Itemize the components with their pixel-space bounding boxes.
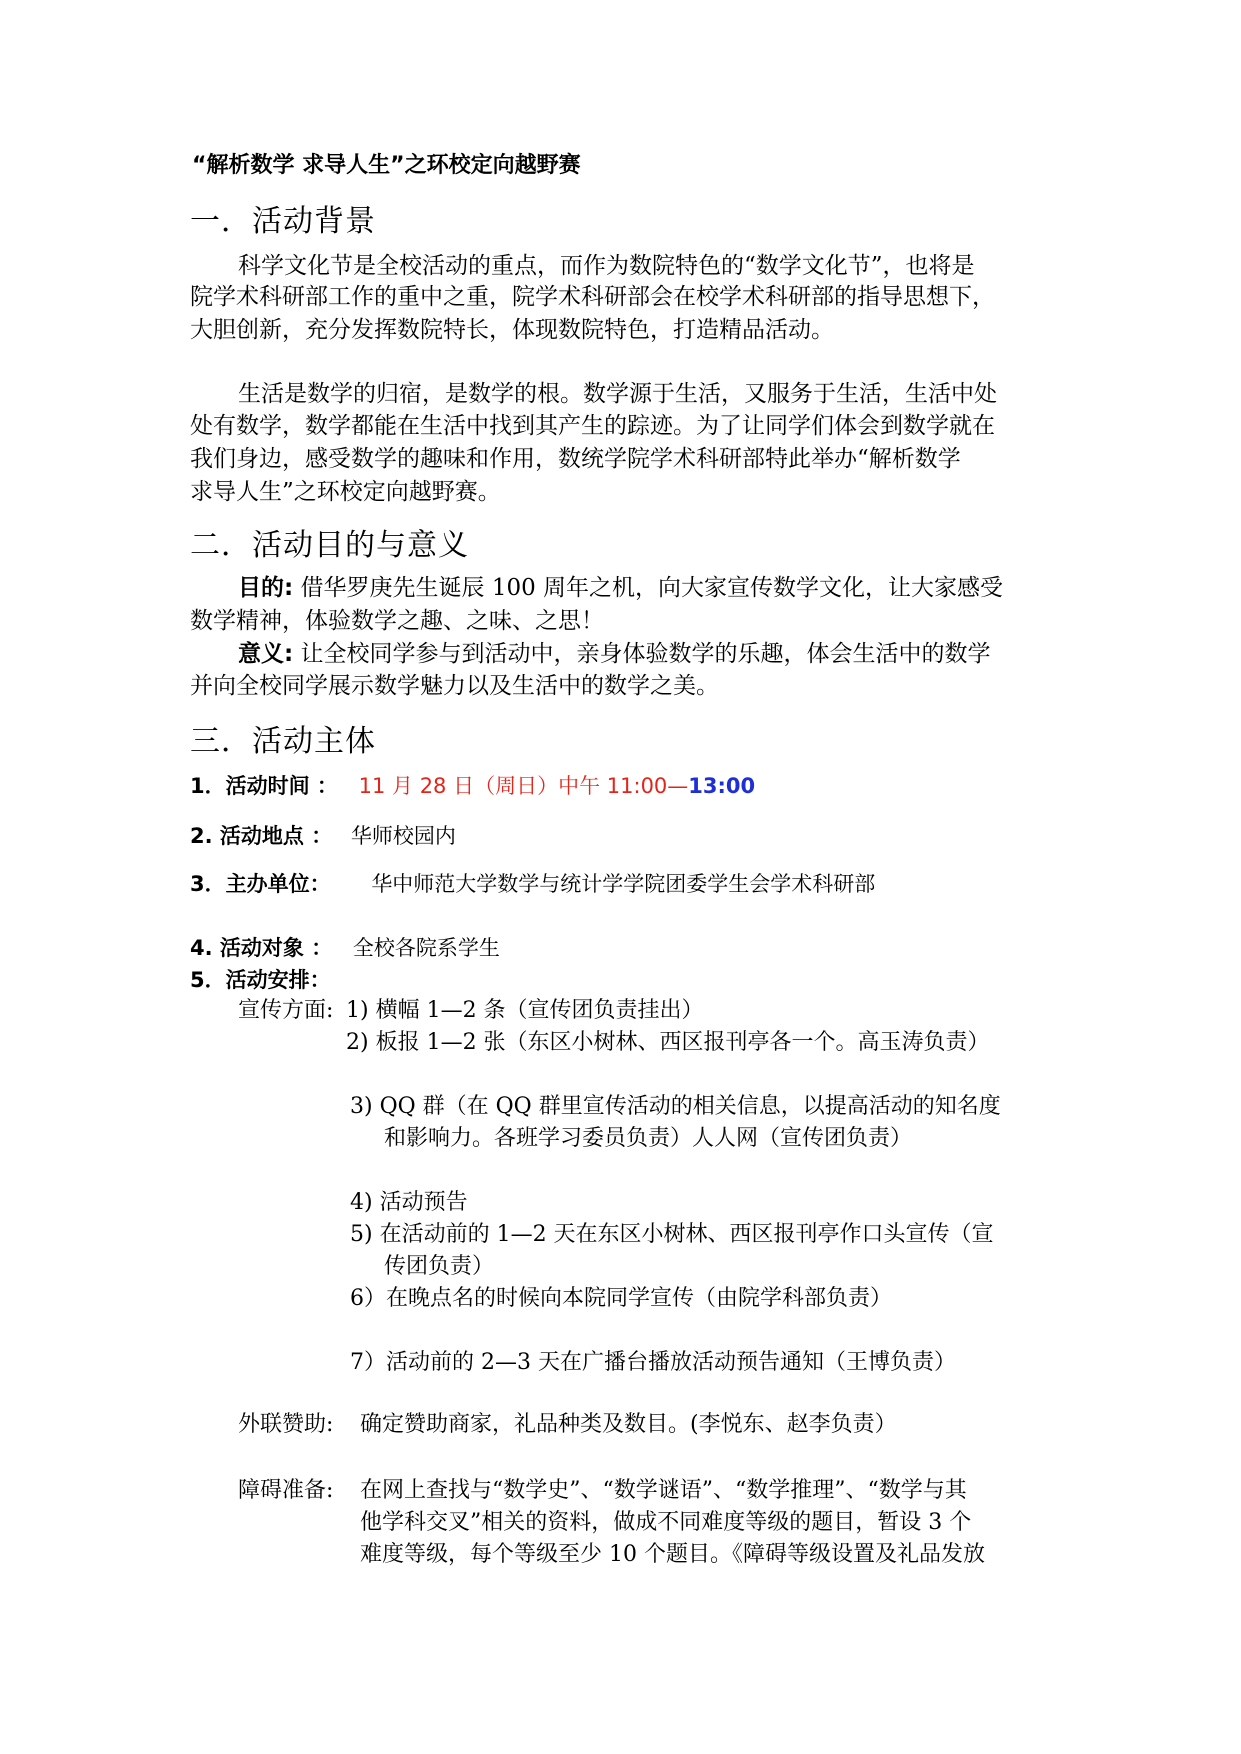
publicity-label: 宣传方面: — [238, 998, 334, 1023]
background-p2-line2: 处有数学，数学都能在生活中找到其产生的踪迹。为了让同学们体会到数学就在 — [190, 413, 995, 439]
obstacle-line-1: 在网上查找与“数学史”、“数学谜语”、“数学推理”、“数学与其 — [360, 1478, 967, 1503]
section-heading-background: 一．活动背景 — [190, 204, 376, 239]
meaning-text: 让全校同学参与到活动中，亲身体验数学的乐趣，体会生活中的数学 — [300, 641, 991, 667]
place-row — [190, 820, 456, 850]
place-value: 华师校园内 — [350, 824, 456, 848]
target-row — [190, 932, 500, 962]
background-p1-line2: 院学术科研部工作的重中之重，院学术科研部会在校学术科研部的指导思想下， — [190, 284, 995, 310]
time-label: 1．活动时间 ： — [190, 774, 338, 798]
target-value: 全校各院系学生 — [352, 936, 500, 960]
document-title: “解析数学 求导人生”之环校定向越野赛 — [192, 153, 581, 178]
purpose-goal-line1 — [238, 572, 1003, 605]
section-heading-purpose: 二．活动目的与意义 — [190, 528, 469, 563]
host-label: 3．主办单位： — [190, 872, 331, 896]
publicity-item-5: 5) 在活动前的 1—2 天在东区小树林、西区报刊亭作口头宣传（宣 — [350, 1222, 994, 1247]
publicity-item-1: 1) 横幅 1—2 条（宣传团负责挂出） — [346, 998, 704, 1023]
publicity-item-3: 3) QQ 群（在 QQ 群里宣传活动的相关信息，以提高活动的知名度 — [350, 1094, 1001, 1119]
publicity-item-5-cont: 传团负责） — [384, 1254, 495, 1279]
sponsor-text: 确定赞助商家，礼品种类及数目。(李悦东、赵李负责） — [360, 1412, 897, 1437]
publicity-item-7: 7）活动前的 2—3 天在广播台播放活动预告通知（王博负责） — [350, 1350, 956, 1375]
obstacle-line-2: 他学科交叉”相关的资料，做成不同难度等级的题目，暂设 3 个 — [360, 1510, 972, 1535]
time-row — [190, 770, 755, 800]
purpose-meaning-line2: 并向全校同学展示数学魅力以及生活中的数学之美。 — [190, 673, 719, 699]
target-label: 4. 活动对象 ： — [190, 936, 333, 960]
meaning-label: 意义: — [238, 641, 294, 667]
section-heading-main: 三．活动主体 — [190, 724, 376, 759]
purpose-goal-line2: 数学精神，体验数学之趣、之味、之思！ — [190, 608, 604, 634]
publicity-item-3-cont: 和影响力。各班学习委员负责）人人网（宣传团负责） — [384, 1126, 913, 1151]
arrange-label: 5．活动安排： — [190, 968, 331, 992]
goal-label: 目的: — [238, 575, 294, 601]
place-label: 2. 活动地点 ： — [190, 824, 333, 848]
background-p1-line3: 大胆创新，充分发挥数院特长，体现数院特色，打造精品活动。 — [190, 317, 834, 343]
background-p2-line1: 生活是数学的归宿，是数学的根。数学源于生活，又服务于生活，生活中处 — [238, 381, 997, 407]
time-end: 13:00 — [688, 774, 756, 798]
host-value: 华中师范大学数学与统计学学院团委学生会学术科研部 — [371, 872, 876, 896]
goal-text: 借华罗庚先生诞辰 100 周年之机，向大家宣传数学文化，让大家感受 — [300, 575, 1004, 601]
sponsor-label: 外联赞助: — [238, 1412, 334, 1437]
time-value: 11 月 28 日（周日）中午 11:00— — [358, 774, 689, 798]
publicity-item-2: 2) 板报 1—2 张（东区小树林、西区报刊亭各一个。高玉涛负责） — [346, 1030, 990, 1055]
obstacle-line-3: 难度等级，每个等级至少 10 个题目。《障碍等级设置及礼品发放 — [360, 1542, 985, 1567]
background-p1-line1: 科学文化节是全校活动的重点，而作为数院特色的“数学文化节”，也将是 — [238, 253, 975, 279]
obstacle-label: 障碍准备: — [238, 1478, 334, 1503]
host-row — [190, 868, 875, 898]
publicity-item-4: 4) 活动预告 — [350, 1190, 468, 1215]
background-p2-line3: 我们身边，感受数学的趣味和作用，数统学院学术科研部特此举办“解析数学 — [190, 446, 961, 472]
purpose-meaning-line1 — [238, 638, 991, 671]
publicity-item-6: 6）在晚点名的时候向本院同学宣传（由院学科部负责） — [350, 1286, 892, 1311]
background-p2-line4: 求导人生”之环校定向越野赛。 — [190, 479, 501, 505]
